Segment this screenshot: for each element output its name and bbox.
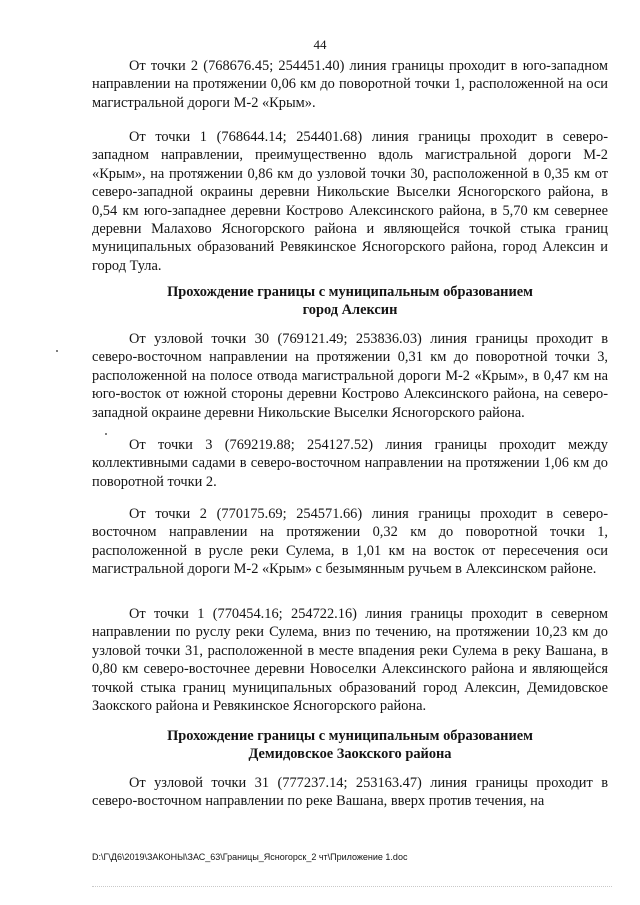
- paragraph: От точки 2 (768676.45; 254451.40) линия границы проходит в юго-западном направлении на протяжении 0,06 км до поворотной точки 1, расположенной на оси магистральной дороги М-2 «Крым».: [92, 58, 608, 111]
- scan-speck: [56, 350, 58, 352]
- paragraph: От узловой точки 31 (777237.14; 253163.47) линия границы проходит в северо-восточном направлении по реке Вашана, вверх против течения, на: [92, 775, 608, 810]
- section-heading-line: Прохождение границы с муниципальным образованием: [167, 728, 533, 744]
- paragraph: От точки 3 (769219.88; 254127.52) линия границы проходит между коллективными садами в северо-восточном направлении на протяжении 1,06 км до поворотной точки 2.: [92, 437, 608, 490]
- section-heading-line: Демидовское Заокского района: [248, 746, 452, 762]
- footer-file-path: D:\Г\Д6\2019\ЗАКОНЫ\ЗАС_63\Границы_Ясногорск_2 чт\Приложение 1.doc: [92, 852, 408, 862]
- paragraph: От точки 2 (770175.69; 254571.66) линия границы проходит в северо-восточном направлении на протяжении 0,32 км до поворотной точки 1, расположенной в русле реки Сулема, в 1,01 км на восток от пересечения оси магистральной дороги М-2 «Крым» с безымянным ручьем в Алексинском районе.: [92, 506, 608, 578]
- paragraph: От узловой точки 30 (769121.49; 253836.03) линия границы проходит в северо-восточном направлении на протяжении 0,31 км до поворотной точки 3, расположенной на полосе отвода магистральной дороги М-2 «Крым», в 0,47 км на юго-восток от южной стороны деревни Кострово Алексинского района, на северо-западной окраине деревни Никольские Выселки Ясногорского района.: [92, 331, 608, 421]
- scan-artifact-line: [92, 886, 612, 887]
- paragraph: От точки 1 (768644.14; 254401.68) линия границы проходит в северо-западном направлении, преимущественно вдоль магистральной дороги М-2 «Крым», на протяжении 0,86 км до узловой точки 30, расположенной в 0,35 км от северо-западной окраины деревни Никольские Выселки Ясногорского района, в 0,54 км юго-западнее деревни Кострово Алексинского района, в 5,70 км севернее деревни Малахово Ясногорского района и являющейся точкой стыка границ муниципальных образований Ревякинское Ясногорского района, город Алексин и город Тула.: [92, 129, 608, 274]
- section-heading-line: город Алексин: [302, 302, 398, 318]
- scan-speck: [105, 433, 107, 435]
- section-heading-line: Прохождение границы с муниципальным образованием: [167, 284, 533, 300]
- paragraph: От точки 1 (770454.16; 254722.16) линия границы проходит в северном направлении по руслу реки Сулема, вниз по течению, на протяжении 10,23 км до узловой точки 31, расположенной в месте впадения реки Сулема в реку Вашана, в 0,80 км северо-восточнее деревни Новоселки Алексинского района и являющейся точкой стыка границ муниципальных образований город Алексин, Демидовское Заокского района и Ревякинское Ясногорского района.: [92, 606, 608, 715]
- page-number: 44: [313, 37, 327, 52]
- section-heading: [92, 727, 608, 763]
- section-heading: [92, 283, 608, 319]
